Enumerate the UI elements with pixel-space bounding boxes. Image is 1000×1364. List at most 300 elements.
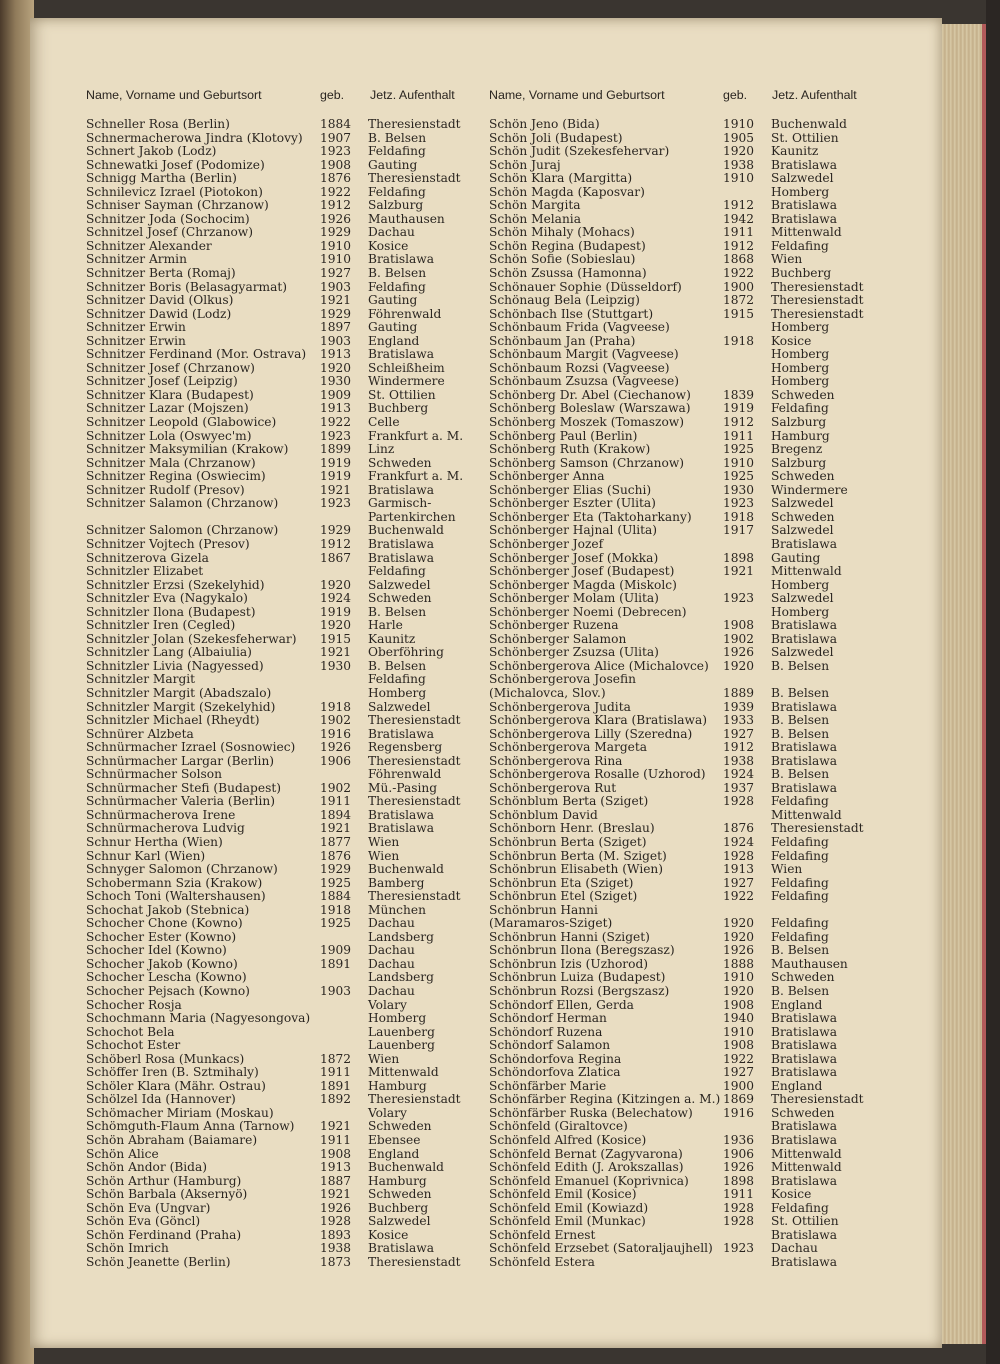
entry-name: Schönbaum Margit (Vagveese)	[489, 347, 679, 362]
entry-place: Schweden	[771, 469, 835, 484]
entry-place: Bratislawa	[771, 780, 837, 795]
list-item	[489, 673, 909, 687]
entry-name: Schönfeld Emil (Munkac)	[489, 1214, 646, 1229]
list-item	[86, 389, 478, 403]
entry-year: 1937	[723, 780, 755, 795]
entry-place: Homberg	[771, 577, 830, 592]
entry-name: Schocher Lescha (Kowno)	[86, 970, 247, 985]
entry-place: Feldafing	[771, 889, 829, 904]
entry-year: 1927	[723, 726, 755, 741]
entry-place: Bratislawa	[771, 1011, 837, 1026]
entry-name: Schnitzer Lazar (Mojszen)	[86, 401, 249, 416]
entry-place: Bratislawa	[771, 1038, 837, 1053]
entry-name: Schön Barbala (Aksernyö)	[86, 1187, 248, 1202]
entry-place: Bratislawa	[771, 1254, 837, 1269]
list-item	[489, 470, 909, 484]
entry-name: Schnitzer Joda (Sochocim)	[86, 211, 250, 226]
list-item	[489, 199, 909, 213]
list-item	[86, 714, 478, 728]
entry-year: 1909	[320, 387, 352, 402]
list-item	[489, 145, 909, 159]
list-item	[86, 552, 478, 566]
entry-year: 1907	[320, 130, 352, 145]
entry-year: 1921	[320, 1187, 352, 1202]
list-item	[86, 1175, 478, 1189]
entry-name: Schönfeld (Giraltovce)	[489, 1119, 628, 1134]
entry-place: Mittenwald	[368, 1065, 439, 1080]
entry-year: 1868	[723, 252, 755, 267]
entry-name: Schöler Klara (Mähr. Ostrau)	[86, 1078, 266, 1093]
list-item	[489, 592, 909, 606]
entry-name: Schön Magda (Kaposvar)	[489, 184, 645, 199]
entry-year: 1913	[320, 347, 352, 362]
entry-year: 1911	[320, 1065, 352, 1080]
entry-name: Schönfeld Alfred (Kosice)	[489, 1133, 647, 1148]
list-item	[86, 226, 478, 240]
list-item	[86, 267, 478, 281]
list-item	[489, 240, 909, 254]
entry-place: Homberg	[771, 374, 830, 389]
entry-place: Theresienstadt	[771, 306, 864, 321]
entry-place: B. Belsen	[368, 130, 427, 145]
entry-year: 1933	[723, 713, 755, 728]
list-item	[86, 348, 478, 362]
entry-name: Schnitzer Erwin	[86, 320, 186, 335]
entry-place: Theresienstadt	[771, 293, 864, 308]
entry-name: Schnitzer Boris (Belasagyarmat)	[86, 279, 288, 294]
entry-place: Bratislawa	[771, 1173, 837, 1188]
entry-year: 1923	[723, 591, 755, 606]
list-item	[86, 592, 478, 606]
entry-place: Volary	[368, 1105, 407, 1120]
entry-name: Schnermacherowa Jindra (Klotovy)	[86, 130, 303, 145]
entry-name: Schönbrun Berta (Sziget)	[489, 834, 647, 849]
entry-year: 1918	[723, 333, 755, 348]
entry-place: Bratislawa	[368, 821, 434, 836]
entry-place: Volary	[368, 997, 407, 1012]
entry-name: Schönberger Jozef	[489, 536, 604, 551]
list-item	[489, 253, 909, 267]
list-item	[489, 1256, 909, 1270]
entry-year: 1929	[320, 306, 352, 321]
entry-name: Schönberger Zsuzsa (Ulita)	[489, 645, 659, 660]
entry-year: 1936	[723, 1133, 755, 1148]
list-item	[86, 701, 478, 715]
entry-name: Schnürer Alzbeta	[86, 726, 194, 741]
entry-year: 1891	[320, 956, 352, 971]
entry-year: 1920	[320, 618, 352, 633]
entry-year: 1921	[723, 564, 755, 579]
list-item	[86, 985, 478, 999]
entry-name: Schön Jeanette (Berlin)	[86, 1254, 231, 1269]
entry-name: Schnitzler Livia (Nagyessed)	[86, 658, 264, 673]
entry-name: Schnur Hertha (Wien)	[86, 834, 223, 849]
entry-name: Schönberger Eszter (Ulita)	[489, 496, 656, 511]
entry-place: Kosice	[771, 333, 812, 348]
entry-place: Bregenz	[771, 442, 823, 457]
list-item	[489, 687, 909, 701]
entry-name: Schön Juraj	[489, 157, 561, 172]
entry-year: 1927	[723, 875, 755, 890]
entry-name: Schönbergerova Lilly (Szeredna)	[489, 726, 693, 741]
entry-name: Schnitzer Dawid (Lodz)	[86, 306, 232, 321]
entry-name: Schönberger Josef (Mokka)	[489, 550, 659, 565]
list-item	[86, 159, 478, 173]
background-edge	[986, 0, 1000, 1364]
entry-place: Theresienstadt	[368, 753, 461, 768]
entry-place: B. Belsen	[771, 726, 830, 741]
entry-name: Schönbrun Hanni (Sziget)	[489, 929, 650, 944]
entry-year: 1922	[320, 184, 352, 199]
entry-place: Salzburg	[771, 415, 827, 430]
list-item	[489, 1175, 909, 1189]
entry-name: Schochat Jakob (Stebnica)	[86, 902, 250, 917]
entry-place: Buchenwald	[771, 117, 847, 131]
list-item	[489, 877, 909, 891]
entry-name: Schocher Jakob (Kowno)	[86, 956, 238, 971]
list-item	[489, 971, 909, 985]
entry-place: Feldafing	[368, 279, 426, 294]
list-item	[86, 958, 478, 972]
entry-year: 1921	[320, 645, 352, 660]
entry-name: Schönbergerova Judita	[489, 699, 631, 714]
entry-name: Schnitzer Maksymilian (Krakow)	[86, 442, 289, 457]
list-item	[489, 1148, 909, 1162]
entry-place: Bratislawa	[771, 1133, 837, 1148]
entry-place: Feldafing	[771, 848, 829, 863]
entry-name: Schönbach Ilse (Stuttgart)	[489, 306, 654, 321]
book-page	[30, 18, 942, 1348]
entry-place: Lauenberg	[368, 1024, 435, 1039]
list-item	[86, 944, 478, 958]
entry-year: 1869	[723, 1092, 755, 1107]
entry-year: 1908	[723, 618, 755, 633]
entry-place: Celle	[368, 415, 400, 430]
entry-name: Schnitzler Jolan (Szekesfeherwar)	[86, 631, 297, 646]
entry-name: (Maramaros-Sziget)	[489, 916, 613, 931]
entry-year: 1913	[320, 401, 352, 416]
entry-name: Schnigg Martha (Berlin)	[86, 171, 237, 186]
entry-name: Schöndorf Salamon	[489, 1038, 611, 1053]
entry-name: Schön Jeno (Bida)	[489, 117, 600, 131]
entry-name: Schnürmacher Valeria (Berlin)	[86, 794, 276, 809]
entry-place: St. Ottilien	[368, 387, 436, 402]
entry-place: B. Belsen	[771, 658, 830, 673]
list-item	[489, 944, 909, 958]
entry-year: 1919	[320, 455, 352, 470]
list-item	[86, 457, 478, 471]
entry-place: Buchberg	[368, 1200, 429, 1215]
entry-year: 1938	[320, 1241, 352, 1256]
entry-place: Kosice	[368, 238, 409, 253]
entry-place: Wien	[368, 834, 400, 849]
list-item	[86, 673, 478, 687]
entry-year: 1908	[723, 1038, 755, 1053]
entry-year: 1894	[320, 807, 352, 822]
entry-place: Mittenwald	[771, 807, 842, 822]
entry-year: 1922	[723, 1051, 755, 1066]
entry-place: Buchenwald	[368, 523, 444, 538]
entry-place: Bratislawa	[368, 807, 434, 822]
header-right-year: geb.	[723, 88, 748, 102]
entry-name: Schönberger Ruzena	[489, 618, 619, 633]
list-item	[86, 416, 478, 430]
entry-year: 1915	[723, 306, 755, 321]
entry-place: Dachau	[368, 916, 415, 931]
entry-name: Schocher Pejsach (Kowno)	[86, 984, 250, 998]
list-item	[86, 1242, 478, 1256]
entry-place: Salzburg	[771, 455, 827, 470]
entry-year: 1889	[723, 685, 755, 700]
entry-place: Gauting	[368, 320, 418, 335]
entry-place: Schweden	[771, 509, 835, 524]
entry-name: Schönbergerova Rosalle (Uzhorod)	[489, 767, 706, 782]
entry-name: Schönfeld Erzsebet (Satoraljaujhell)	[489, 1241, 713, 1256]
entry-name: Schnert Jakob (Lodz)	[86, 144, 217, 159]
entry-name: Schöndorfova Regina	[489, 1051, 622, 1066]
list-item	[489, 1093, 909, 1107]
entry-year: 1920	[723, 929, 755, 944]
entry-name: Schönberger Magda (Miskolc)	[489, 577, 677, 592]
entry-place: Feldafing	[771, 238, 829, 253]
entry-name: Schnitzler Margit	[86, 672, 196, 687]
entry-year: 1926	[723, 943, 755, 958]
entry-place: Gauting	[368, 293, 418, 308]
entry-year: 1867	[320, 550, 352, 565]
entry-place: B. Belsen	[368, 266, 427, 281]
entry-year: 1905	[723, 130, 755, 145]
entry-year: 1910	[723, 970, 755, 985]
entry-year: 1912	[723, 415, 755, 430]
entry-year: 1919	[723, 401, 755, 416]
entry-place: B. Belsen	[771, 767, 830, 782]
entry-name: Schnitzer Leopold (Glabowice)	[86, 415, 277, 430]
entry-year: 1876	[723, 821, 755, 836]
list-item	[489, 132, 909, 146]
list-item	[489, 741, 909, 755]
entry-year: 1920	[723, 984, 755, 998]
list-item	[86, 497, 478, 511]
entry-year: 1928	[320, 1214, 352, 1229]
list-item	[489, 389, 909, 403]
entry-year: 1839	[723, 387, 755, 402]
list-item	[86, 795, 478, 809]
entry-year: 1908	[320, 157, 352, 172]
list-item	[86, 1012, 478, 1026]
entry-year: 1928	[723, 1214, 755, 1229]
entry-place: Gauting	[368, 157, 418, 172]
entry-year: 1928	[723, 794, 755, 809]
entry-place: Partenkirchen	[368, 509, 456, 524]
entry-name: Schön Abraham (Baiamare)	[86, 1133, 258, 1148]
entry-name: Schönbrun Hanni	[489, 902, 598, 917]
list-item	[489, 362, 909, 376]
entry-name: Schneller Rosa (Berlin)	[86, 117, 230, 131]
list-item	[489, 890, 909, 904]
entry-year: 1921	[320, 293, 352, 308]
entry-year: 1929	[320, 862, 352, 877]
list-item	[86, 633, 478, 647]
entry-place: Theresienstadt	[368, 889, 461, 904]
entry-name: Schönbaum Frida (Vagveese)	[489, 320, 670, 335]
entry-place: Feldafing	[368, 184, 426, 199]
entry-year: 1897	[320, 320, 352, 335]
list-item	[86, 1134, 478, 1148]
list-item	[489, 118, 909, 132]
entry-name: Schön Eva (Ungvar)	[86, 1200, 211, 1215]
list-item	[489, 863, 909, 877]
entry-name: Schnitzerova Gizela	[86, 550, 209, 565]
entry-year: 1926	[320, 1200, 352, 1215]
entry-place: Buchenwald	[368, 862, 444, 877]
entry-name: Schönaug Bela (Leipzig)	[489, 293, 640, 308]
list-item	[489, 430, 909, 444]
entry-place: Schweden	[368, 591, 432, 606]
entry-name: Schönberg Paul (Berlin)	[489, 428, 638, 443]
entry-name: Schönberger Eta (Taktoharkany)	[489, 509, 692, 524]
entry-name: Schöndorf Herman	[489, 1011, 607, 1026]
entry-place: Schweden	[771, 970, 835, 985]
list-item	[489, 1066, 909, 1080]
list-item	[489, 511, 909, 525]
entry-place: Schweden	[771, 1105, 835, 1120]
entry-year: 1872	[723, 293, 755, 308]
entry-name: Schön Imrich	[86, 1241, 169, 1256]
entry-place: Theresienstadt	[368, 117, 461, 131]
list-item	[489, 809, 909, 823]
list-item	[489, 267, 909, 281]
entry-place: Theresienstadt	[771, 279, 864, 294]
list-item	[489, 416, 909, 430]
entry-place: Schweden	[771, 387, 835, 402]
entry-place: B. Belsen	[368, 658, 427, 673]
entry-place: Theresienstadt	[368, 1092, 461, 1107]
entry-place: Bratislawa	[771, 740, 837, 755]
entry-year: 1898	[723, 550, 755, 565]
list-item	[489, 822, 909, 836]
entry-place: Bratislawa	[368, 347, 434, 362]
entry-name: Schönberg Dr. Abel (Ciechanow)	[489, 387, 691, 402]
entry-name: Schöndorfova Zlatica	[489, 1065, 621, 1080]
list-item	[489, 348, 909, 362]
entry-year: 1918	[320, 902, 352, 917]
list-item	[86, 335, 478, 349]
list-item	[86, 538, 478, 552]
list-item	[489, 931, 909, 945]
list-item	[86, 890, 478, 904]
list-item	[489, 1188, 909, 1202]
entry-year: 1924	[320, 591, 352, 606]
entry-place: Dachau	[368, 943, 415, 958]
list-item	[86, 565, 478, 579]
entry-name: Schönbaum Jan (Praha)	[489, 333, 636, 348]
entry-year: 1910	[723, 117, 755, 131]
entry-place: Bratislawa	[771, 1119, 837, 1134]
entry-name: Schnitzer Armin	[86, 252, 187, 267]
list-item	[86, 253, 478, 267]
list-item	[86, 321, 478, 335]
entry-place: England	[771, 997, 823, 1012]
entry-year: 1902	[320, 713, 352, 728]
entry-name: Schönfeld Ernest	[489, 1227, 596, 1242]
list-item	[489, 633, 909, 647]
list-item	[489, 904, 909, 918]
entry-year: 1926	[723, 645, 755, 660]
entry-place: Bratislawa	[771, 753, 837, 768]
entry-place: Feldafing	[771, 401, 829, 416]
entry-place: Gauting	[771, 550, 821, 565]
entry-place: Bratislawa	[771, 1024, 837, 1039]
entry-place: B. Belsen	[771, 713, 830, 728]
entry-place: B. Belsen	[771, 685, 830, 700]
entry-place: Dachau	[771, 1241, 818, 1256]
entry-year: 1915	[320, 631, 352, 646]
entry-place: Bratislawa	[771, 699, 837, 714]
entry-place: Bratislawa	[771, 536, 837, 551]
list-item	[86, 294, 478, 308]
entry-place: Theresienstadt	[368, 794, 461, 809]
list-item	[489, 1134, 909, 1148]
list-item	[489, 335, 909, 349]
entry-place: Homberg	[368, 685, 427, 700]
entry-name: Schönbrun Luiza (Budapest)	[489, 970, 666, 985]
entry-year: 1916	[723, 1105, 755, 1120]
entry-name: Schön Joli (Budapest)	[489, 130, 623, 145]
list-item	[489, 660, 909, 674]
entry-year: 1888	[723, 956, 755, 971]
list-item	[489, 226, 909, 240]
list-item	[489, 1080, 909, 1094]
entry-year: 1939	[723, 699, 755, 714]
entry-year: 1918	[320, 699, 352, 714]
entry-place: Windermere	[771, 482, 848, 497]
entry-year: 1921	[320, 1119, 352, 1134]
header-left-year: geb.	[320, 88, 345, 102]
entry-place: Bamberg	[368, 875, 425, 890]
entry-year: 1930	[320, 658, 352, 673]
entry-name: Schoch Toni (Waltershausen)	[86, 889, 266, 904]
list-item	[86, 836, 478, 850]
entry-place: Lauenberg	[368, 1038, 435, 1053]
entry-name: Schön Andor (Bida)	[86, 1160, 208, 1175]
list-item	[489, 1012, 909, 1026]
header-right-name: Name, Vorname und Geburtsort	[489, 88, 665, 102]
entry-name: Schönberg Ruth (Krakow)	[489, 442, 651, 457]
list-item	[86, 646, 478, 660]
entry-year: 1873	[320, 1254, 352, 1269]
entry-name: Schönfärber Ruska (Belechatow)	[489, 1105, 693, 1120]
entry-name: Schöndorf Ruzena	[489, 1024, 603, 1039]
entry-place: Salzwedel	[368, 699, 431, 714]
list-item	[86, 1080, 478, 1094]
list-item	[86, 850, 478, 864]
entry-year: 1899	[320, 442, 352, 457]
entry-year: 1910	[723, 171, 755, 186]
header-left-name: Name, Vorname und Geburtsort	[86, 88, 262, 102]
entry-name: Schnitzler Iren (Cegled)	[86, 618, 236, 633]
entry-name: Schobermann Szia (Krakow)	[86, 875, 263, 890]
entry-name: Schön Regina (Budapest)	[489, 238, 646, 253]
entry-place: Mü.-Pasing	[368, 780, 438, 795]
entry-place: Bratislawa	[771, 1227, 837, 1242]
entry-year: 1938	[723, 753, 755, 768]
entry-name: Schöffer Iren (B. Sztmihaly)	[86, 1065, 259, 1080]
list-item	[86, 931, 478, 945]
entry-place: Kosice	[368, 1227, 409, 1242]
entry-place: Mittenwald	[771, 1146, 842, 1161]
entry-year: 1921	[320, 482, 352, 497]
entry-place: Garmisch-	[368, 496, 432, 511]
